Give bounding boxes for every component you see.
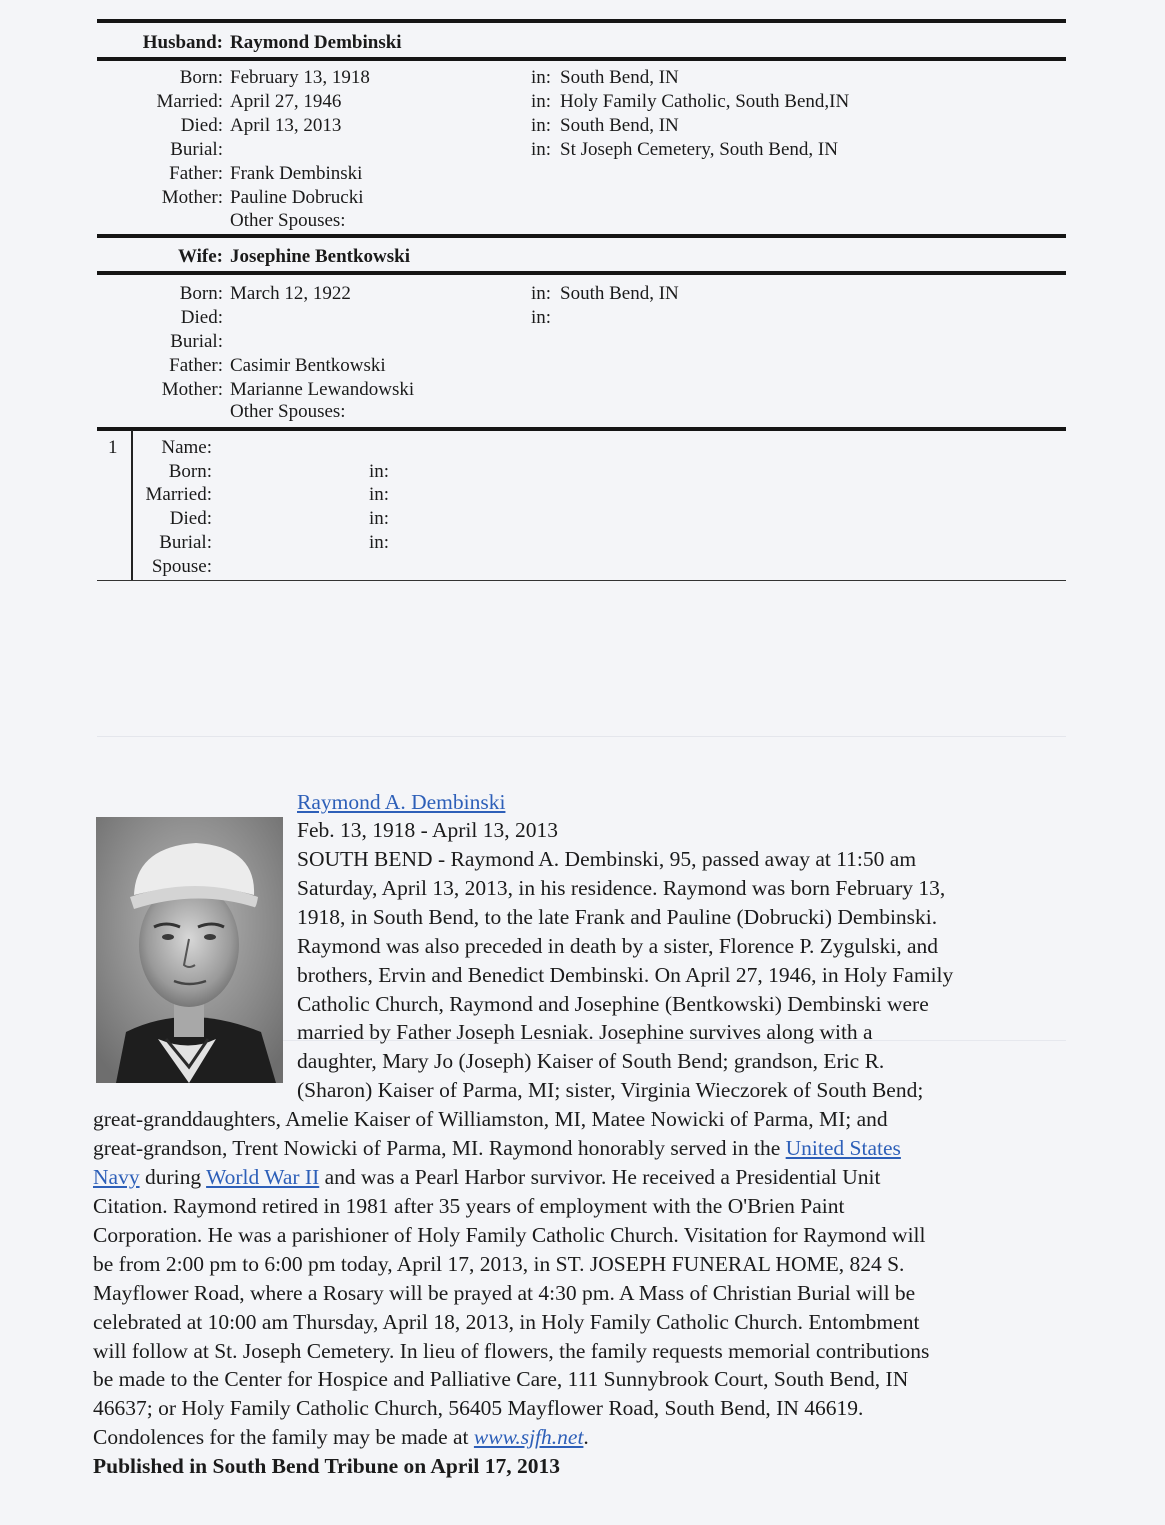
world-war-ii-link[interactable]: World War II [206,1165,320,1189]
obituary-line: 46637; or Holy Family Catholic Church, 56405 Mayflower Road, South Bend, IN 46619. [93,1396,864,1421]
obituary-line: SOUTH BEND - Raymond A. Dembinski, 95, passed away at 11:50 am [297,847,917,871]
wife-heading-label: Wife: [177,246,223,267]
bleed-line [97,736,1066,737]
obituary-line: Corporation. He was a parishioner of Holy Family Catholic Church. Visitation for Raymond will [93,1222,926,1247]
husband-other-spouses: Other Spouses: [230,210,346,231]
child-row-label: Burial: [159,531,212,553]
child-row-label: Married: [145,484,212,506]
obituary-text: during [139,1165,207,1189]
husband-row-value: Frank Dembinski [230,162,363,184]
obituary-line: celebrated at 10:00 am Thursday, April 18, 2013, in Holy Family Catholic Church. Entombment [93,1309,920,1334]
husband-place-label: in: [531,114,552,136]
husband-row-label: Mother: [161,186,223,208]
sjfh-website-link[interactable]: www.sjfh.net [473,1425,584,1449]
obituary-line: be made to the Center for Hospice and Palliative Care, 111 Sunnybrook Court, South Bend, IN [93,1367,909,1392]
husband-place-value: St Joseph Cemetery, South Bend, IN [560,138,838,160]
obituary-line: Saturday, April 13, 2013, in his residence. Raymond was born February 13, [297,875,946,900]
husband-row-label: Born: [179,67,223,88]
husband-row-value: February 13, 1918 [230,67,370,88]
husband-row-label: Died: [180,114,223,136]
obituary-line: daughter, Mary Jo (Joseph) Kaiser of South Bend; grandson, Eric R. [297,1049,885,1074]
obituary-line [93,1163,880,1192]
husband-name: Raymond Dembinski [230,32,402,53]
child-row-label: Spouse: [151,555,212,577]
rule-wife [97,271,1066,275]
child-number: 1 [108,437,118,458]
wife-row-value: Casimir Bentkowski [230,354,386,376]
wife-row-label: Mother: [161,378,223,400]
obituary-line: Mayflower Road, where a Rosary will be prayed at 4:30 pm. A Mass of Christian Burial will be [93,1280,916,1305]
obituary-line: be from 2:00 pm to 6:00 pm today, April 17, 2013, in ST. JOSEPH FUNERAL HOME, 824 S. [93,1251,905,1276]
husband-place-label: in: [531,138,552,160]
united-states-link[interactable]: United States [785,1136,901,1160]
husband-place-value: South Bend, IN [560,67,679,88]
wife-row-label: Born: [179,283,223,304]
wife-name: Josephine Bentkowski [230,246,411,267]
husband-heading-label: Husband: [142,32,223,53]
husband-place-label: in: [531,67,552,88]
wife-other-spouses: Other Spouses: [230,401,346,422]
published-note: Published in South Bend Tribune on April 17, 2013 [93,1454,560,1478]
condolences-line [93,1423,589,1452]
obituary-dates: Feb. 13, 1918 - April 13, 2013 [297,818,558,842]
wife-row-label: Died: [180,306,223,328]
portrait-illustration [96,817,283,1083]
husband-row-value: April 13, 2013 [230,114,342,136]
rule-top [97,19,1066,23]
husband-place-label: in: [531,90,552,112]
rule-children [97,427,1066,431]
husband-row-value: April 27, 1946 [230,90,342,112]
child-place-label: in: [369,531,390,553]
child-place-label: in: [369,484,390,506]
obituary-text: . [583,1425,589,1449]
wife-row-label: Burial: [170,330,223,352]
obituary-title-link[interactable]: Raymond A. Dembinski [297,790,506,814]
obituary-line: Raymond was also preceded in death by a sister, Florence P. Zygulski, and [297,933,939,958]
rule-wife-top [97,234,1066,238]
wife-place-value: South Bend, IN [560,283,679,304]
child-row-label: Born: [168,460,212,482]
child-place-label: in: [369,460,390,482]
wife-row-value: Marianne Lewandowski [230,378,415,400]
navy-link[interactable]: Navy [93,1165,140,1189]
wife-place-label: in: [531,283,552,304]
husband-row-label: Burial: [170,138,223,160]
rule-child-bottom [97,580,1066,581]
husband-row-label: Father: [169,162,223,184]
obituary-text: and was a Pearl Harbor survivor. He received a Presidential Unit [319,1165,881,1189]
husband-place-value: South Bend, IN [560,114,679,136]
child-row-label: Name: [161,437,212,458]
wife-row-label: Father: [169,354,223,376]
obituary-line: great-granddaughters, Amelie Kaiser of Williamston, MI, Matee Nowicki of Parma, MI; and [93,1107,888,1131]
obituary-line: Citation. Raymond retired in 1981 after 35 years of employment with the O'Brien Paint [93,1194,845,1218]
wife-row-value: March 12, 1922 [230,283,351,304]
obituary-line: (Sharon) Kaiser of Parma, MI; sister, Virginia Wieczorek of South Bend; [297,1078,924,1103]
obituary-text: great-grandson, Trent Nowicki of Parma, MI. Raymond honorably served in the [93,1136,786,1160]
obituary-line: Catholic Church, Raymond and Josephine (Bentkowski) Dembinski were [297,991,929,1016]
obituary-line [93,1134,901,1163]
obituary-line: 1918, in South Bend, to the late Frank and Pauline (Dobrucki) Dembinski. [297,904,938,929]
husband-row-value: Pauline Dobrucki [230,186,364,208]
obituary-line: will follow at St. Joseph Cemetery. In lieu of flowers, the family requests memorial contributions [93,1338,930,1363]
obituary-text: Condolences for the family may be made at [93,1425,474,1449]
rule-husband [97,57,1066,61]
husband-row-label: Married: [156,90,223,112]
obituary-line: married by Father Joseph Lesniak. Josephine survives along with a [297,1020,873,1045]
wife-place-label: in: [531,306,552,328]
child-place-label: in: [369,508,390,530]
child-row-label: Died: [169,508,212,530]
obituary-line: brothers, Ervin and Benedict Dembinski. On April 27, 1946, in Holy Family [297,962,954,987]
sailor-portrait-photo [96,817,283,1083]
husband-place-value: Holy Family Catholic, South Bend,IN [560,90,850,112]
